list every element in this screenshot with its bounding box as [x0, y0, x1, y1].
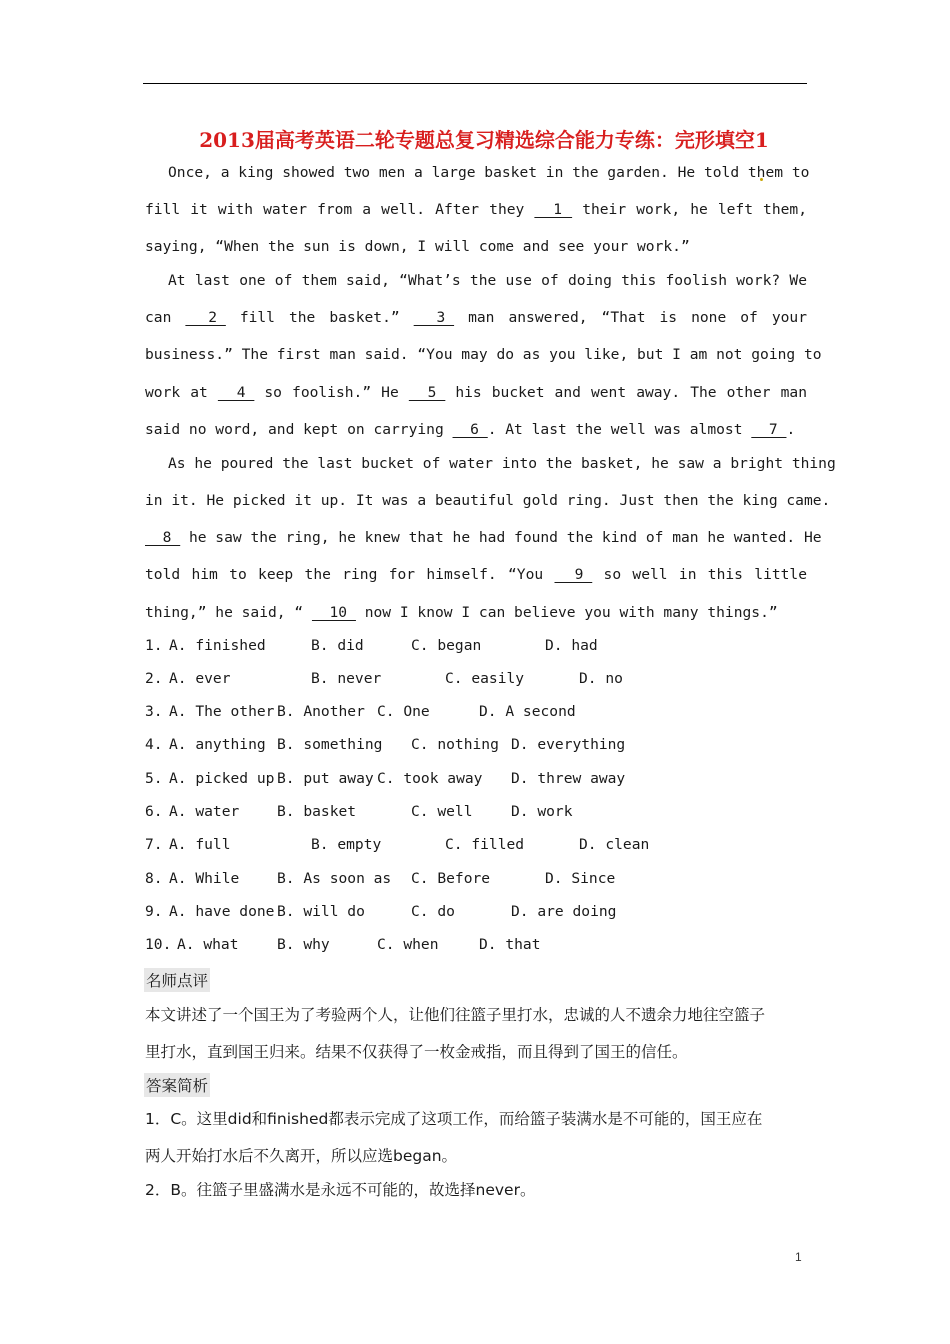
option-number: 9. — [145, 903, 163, 920]
option-choice-b: B. empty — [311, 836, 382, 853]
page-number: 1 — [795, 1250, 802, 1264]
header-rule — [143, 83, 807, 84]
option-choice-b: B. As soon as — [277, 870, 392, 887]
option-choice-c: C. Before — [411, 870, 491, 887]
blank-8: _8_ — [145, 529, 181, 546]
document-title: 2013届高考英语二轮专题总复习精选综合能力专练：完形填空1 — [199, 128, 769, 152]
passage-line: As he poured the last bucket of water into the basket, he saw a bright thing — [168, 455, 836, 472]
answer-line: 两人开始打水后不久离开，所以应选began。 — [145, 1147, 458, 1165]
option-choice-c: C. took away — [377, 770, 483, 787]
blank-7: _7_ — [751, 421, 787, 438]
option-number: 8. — [145, 870, 163, 887]
option-choice-d: D. clean — [579, 836, 650, 853]
option-row-10 — [145, 936, 807, 956]
passage-line: work at _4_ so foolish.” He _5_ his bucket and went away. The other man — [145, 384, 807, 401]
passage-line: thing,” he said, “ _10_ now I know I can believe you with many things.” — [145, 604, 778, 621]
option-choice-c: C. filled — [445, 836, 525, 853]
option-number: 3. — [145, 703, 163, 720]
blank-5: _5_ — [408, 384, 446, 401]
blank-3: _3_ — [413, 309, 455, 326]
passage-line: in it. He picked it up. It was a beautiful gold ring. Just then the king came. — [145, 492, 831, 509]
option-choice-d: D. that — [479, 936, 541, 953]
option-choice-d: D. threw away — [511, 770, 626, 787]
option-row-2 — [145, 670, 807, 690]
passage-line: said no word, and kept on carrying _6_. At last the well was almost _7_. — [145, 421, 796, 438]
option-number: 4. — [145, 736, 163, 753]
passage-line: can _2_ fill the basket.” _3_ man answered, “That is none of your — [145, 309, 807, 326]
passage-line: saying, “When the sun is down, I will come and see your work.” — [145, 238, 690, 255]
option-row-7 — [145, 836, 807, 856]
option-choice-b: B. never — [311, 670, 382, 687]
option-choice-c: C. One — [377, 703, 430, 720]
option-choice-a: A. picked up — [169, 770, 275, 787]
option-choice-d: D. Since — [545, 870, 616, 887]
option-choice-a: A. what — [177, 936, 239, 953]
passage-line: _8_ he saw the ring, he knew that he had found the kind of man he wanted. He — [145, 529, 822, 546]
option-choice-a: A. finished — [169, 637, 266, 654]
option-choice-a: A. water — [169, 803, 240, 820]
option-row-3 — [145, 703, 807, 723]
option-choice-b: B. why — [277, 936, 330, 953]
option-choice-d: D. are doing — [511, 903, 617, 920]
option-choice-c: C. do — [411, 903, 455, 920]
option-number: 1. — [145, 637, 163, 654]
option-number: 7. — [145, 836, 163, 853]
option-choice-b: B. did — [311, 637, 364, 654]
option-choice-b: B. something — [277, 736, 383, 753]
option-choice-d: D. everything — [511, 736, 626, 753]
answer-line: 1．C。这里did和finished都表示完成了这项工作，而给篮子装满水是不可能的，国王应在 — [145, 1110, 763, 1128]
option-choice-d: D. no — [579, 670, 623, 687]
option-choice-c: C. began — [411, 637, 482, 654]
passage-line: told him to keep the ring for himself. “You _9_ so well in this little — [145, 566, 807, 583]
option-choice-b: B. will do — [277, 903, 365, 920]
passage-line: business.” The first man said. “You may do as you like, but I am not going to — [145, 346, 822, 363]
passage-line: Once, a king showed two men a large basket in the garden. He told them to — [168, 164, 810, 181]
option-number: 2. — [145, 670, 163, 687]
blank-2: _2_ — [185, 309, 226, 326]
option-choice-c: C. easily — [445, 670, 525, 687]
option-choice-a: A. anything — [169, 736, 266, 753]
option-choice-c: C. well — [411, 803, 473, 820]
option-choice-b: B. put away — [277, 770, 374, 787]
option-choice-a: A. The other — [169, 703, 275, 720]
option-choice-b: B. basket — [277, 803, 357, 820]
option-choice-c: C. when — [377, 936, 439, 953]
passage-line: fill it with water from a well. After they _1 their work, he left them, — [145, 201, 807, 218]
option-row-1 — [145, 637, 807, 657]
blank-4: _4_ — [217, 384, 255, 401]
option-choice-d: D. had — [545, 637, 598, 654]
option-number: 10. — [145, 936, 172, 953]
option-row-4 — [145, 736, 807, 756]
option-choice-d: D. A second — [479, 703, 576, 720]
answer-line: 2．B。往篮子里盛满水是永远不可能的，故选择never。 — [145, 1181, 536, 1199]
blank-6: _6_ — [452, 421, 488, 438]
option-choice-a: A. While — [169, 870, 240, 887]
option-choice-c: C. nothing — [411, 736, 499, 753]
review-line: 本文讲述了一个国王为了考验两个人，让他们往篮子里打水，忠诚的人不遗余力地往空篮子 — [145, 1006, 766, 1024]
blank-10: _10_ — [311, 604, 356, 621]
option-row-6 — [145, 803, 807, 823]
option-choice-d: D. work — [511, 803, 573, 820]
option-row-5 — [145, 770, 807, 790]
option-row-9 — [145, 903, 807, 923]
option-choice-a: A. ever — [169, 670, 231, 687]
blank-1: _1 — [534, 201, 573, 218]
option-row-8 — [145, 870, 807, 890]
blank-9: _9_ — [554, 566, 593, 583]
option-choice-a: A. full — [169, 836, 231, 853]
answers-heading: 答案简析 — [144, 1073, 210, 1097]
review-line: 里打水，直到国王归来。结果不仅获得了一枚金戒指，而且得到了国王的信任。 — [145, 1043, 688, 1061]
option-number: 5. — [145, 770, 163, 787]
passage-line: At last one of them said, “What’s the use of doing this foolish work? We — [168, 272, 807, 289]
option-number: 6. — [145, 803, 163, 820]
review-heading: 名师点评 — [144, 968, 210, 992]
option-choice-a: A. have done — [169, 903, 275, 920]
option-choice-b: B. Another — [277, 703, 365, 720]
